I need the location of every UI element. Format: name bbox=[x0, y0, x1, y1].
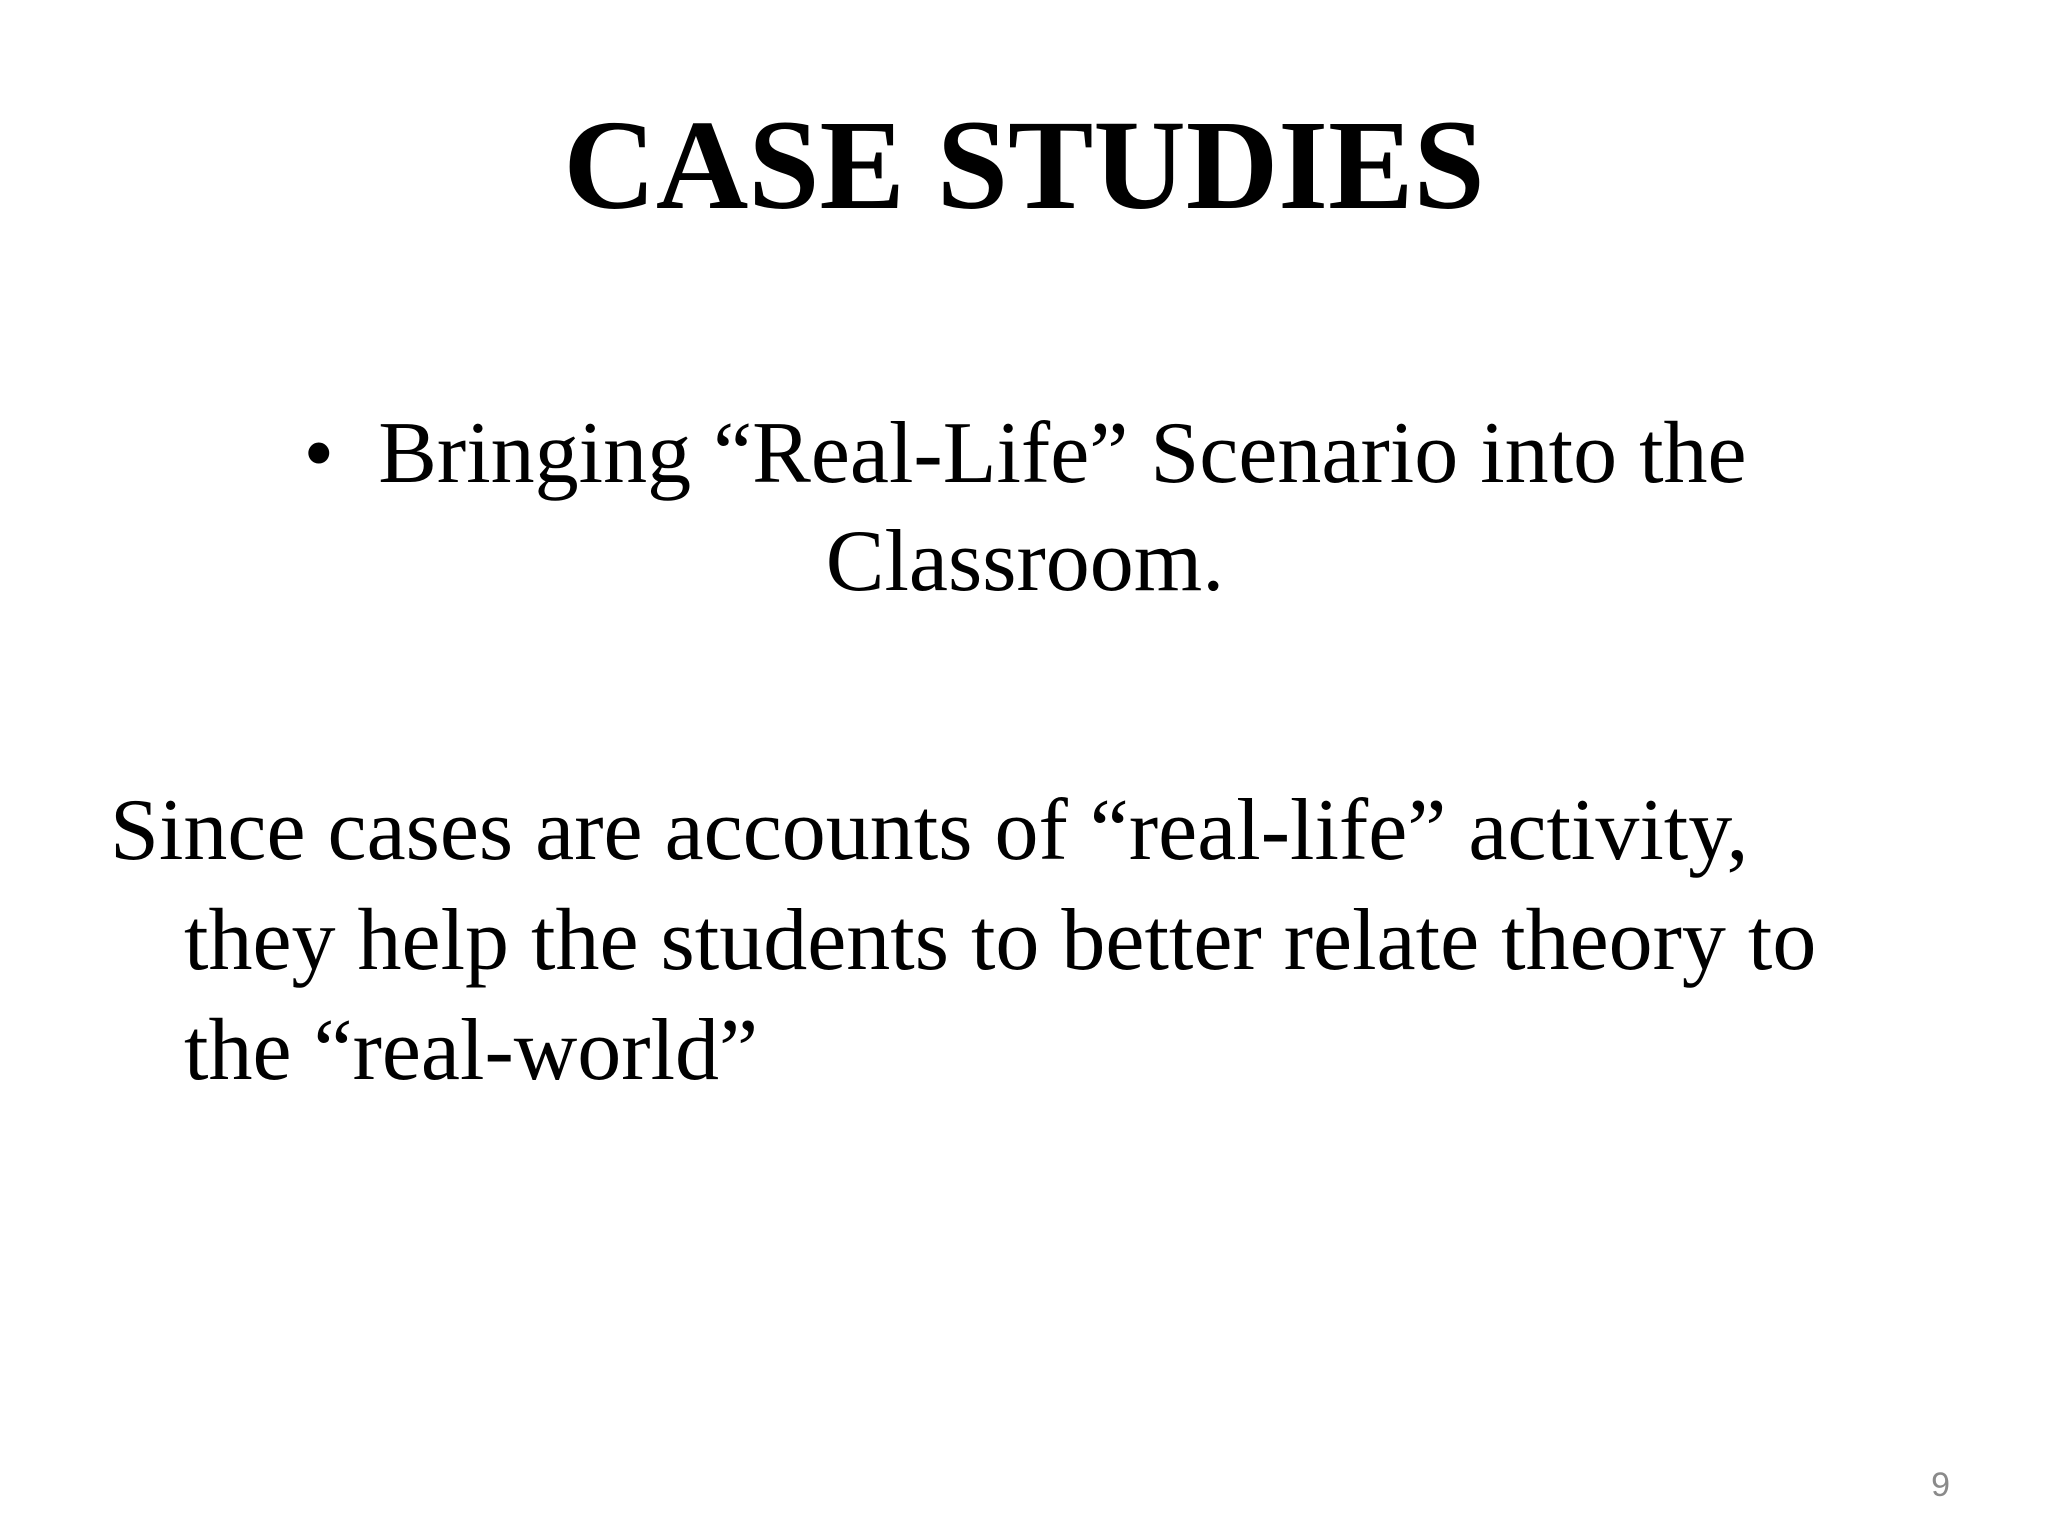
paragraph-line-2: they help the students to better relate theory to bbox=[184, 892, 1817, 989]
paragraph-line-3: the “real-world” bbox=[184, 1002, 759, 1099]
bullet-marker: • bbox=[303, 405, 335, 502]
page-number: 9 bbox=[1931, 1466, 1950, 1504]
bullet-item bbox=[255, 400, 1795, 616]
paragraph-line-1: Since cases are accounts of “real-life” activity, bbox=[110, 782, 1749, 879]
bullet-line-1 bbox=[255, 400, 1795, 508]
bullet-text-1: Bringing “Real-Life” Scenario into the bbox=[378, 405, 1747, 502]
bullet-text-2: Classroom. bbox=[825, 513, 1225, 610]
slide-title: CASE STUDIES bbox=[563, 94, 1485, 236]
body-paragraph bbox=[110, 776, 1940, 1106]
